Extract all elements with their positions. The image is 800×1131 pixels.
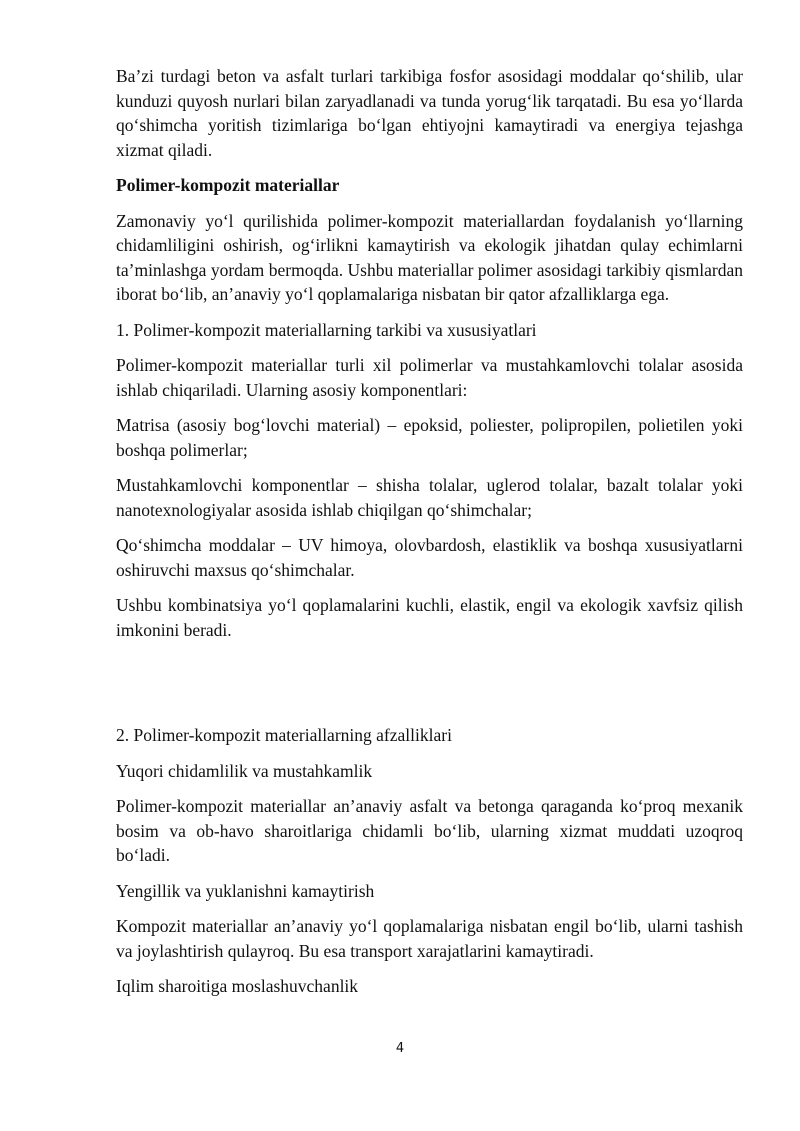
subsection-title: 2. Polimer-kompozit materiallarning afzalliklari xyxy=(116,725,452,745)
component-item: Mustahkamlovchi komponentlar – shisha tolalar, uglerod tolalar, bazalt tolalar yoki nanotexnologiyalar asosida ishlab chiqilgan qo‘shimchalar; xyxy=(116,475,743,520)
component-item: Matrisa (asosiy bog‘lovchi material) – epoksid, poliester, polipropilen, polietilen yoki boshqa polimerlar; xyxy=(116,415,743,460)
body-paragraph: Polimer-kompozit materiallar turli xil polimerlar va mustahkamlovchi tolalar asosida ishlab chiqariladi. Ularning asosiy komponentlari: xyxy=(116,355,743,400)
body-paragraph: Ushbu kombinatsiya yo‘l qoplamalarini kuchli, elastik, engil va ekologik xavfsiz qilish imkonini beradi. xyxy=(116,595,743,640)
blank-space xyxy=(116,653,743,723)
page-number: 4 xyxy=(395,1041,405,1056)
body-paragraph: Zamonaviy yo‘l qurilishida polimer-kompozit materiallardan foydalanish yo‘llarning chidamliligini oshirish, og‘irlikni kamaytirish va ekologik jihatdan qulay echimlarni ta’minlashga yordam bermoqda. Ushbu materiallar polimer asosidagi tarkibiy qismlardan iborat bo‘lib, an’anaviy yo‘l qoplamalariga nisbatan bir qator afzalliklarga ega. xyxy=(116,210,743,304)
body-paragraph: Kompozit materiallar an’anaviy yo‘l qoplamalariga nisbatan engil bo‘lib, ularni tashish va joylashtirish qulayroq. Bu esa transport xarajatlarini kamaytiradi. xyxy=(116,916,743,961)
advantage-title: Yengillik va yuklanishni kamaytirish xyxy=(116,880,375,901)
section-heading: Polimer-kompozit materiallar xyxy=(116,175,340,195)
advantage-title: Yuqori chidamlilik va mustahkamlik xyxy=(116,760,373,781)
advantage-title: Iqlim sharoitiga moslashuvchanlik xyxy=(116,976,359,996)
component-item: Qo‘shimcha moddalar – UV himoya, olovbardosh, elastiklik va boshqa xususiyatlarni oshiruvchi maxsus qo‘shimchalar. xyxy=(116,535,743,580)
intro-paragraph: Ba’zi turdagi beton va asfalt turlari tarkibiga fosfor asosidagi moddalar qo‘shilib, ular kunduzi quyosh nurlari bilan zaryadlanadi va tunda yorug‘lik tarqatadi. Bu esa yo‘llarda qo‘shimcha yoritish tizimlariga bo‘lgan ehtiyojni kamaytiradi va energiya tejashga xizmat qiladi. xyxy=(116,66,743,160)
body-paragraph: Polimer-kompozit materiallar an’anaviy asfalt va betonga qaraganda ko‘proq mexanik bosim va ob-havo sharoitlariga chidamli bo‘lib, ularning xizmat muddati uzoqroq bo‘ladi. xyxy=(116,796,743,865)
document-page xyxy=(116,64,743,1010)
subsection-title: 1. Polimer-kompozit materiallarning tarkibi va xususiyatlari xyxy=(116,319,537,340)
